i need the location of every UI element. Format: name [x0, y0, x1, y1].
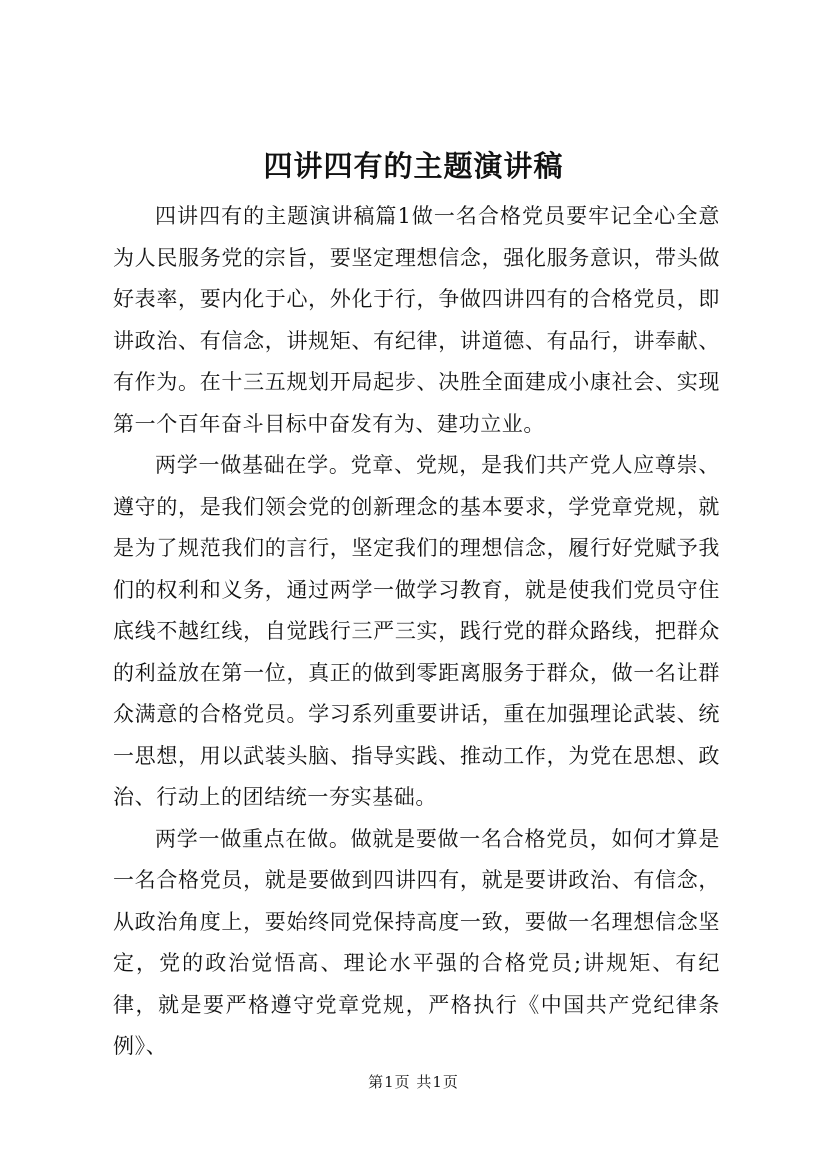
paragraph-1: 四讲四有的主题演讲稿篇1做一名合格党员要牢记全心全意为人民服务党的宗旨，要坚定理想信念，强化服务意识，带头做好表率，要内化于心，外化于行，争做四讲四有的合格党员，即讲政治、有信念，讲规矩、有纪律，讲道德、有品行，讲奉献、有作为。在十三五规划开局起步、决胜全面建成小康社会、实现第一个百年奋斗目标中奋发有为、建功立业。: [113, 204, 720, 436]
paragraph-3: 两学一做重点在做。做就是要做一名合格党员，如何才算是一名合格党员，就是要做到四讲四有，就是要讲政治、有信念，从政治角度上，要始终同党保持高度一致，要做一名理想信念坚定，党的政治觉悟高、理论水平强的合格党员;讲规矩、有纪律，就是要严格遵守党章党规，严格执行《中国共产党纪律条例》、: [113, 826, 720, 1058]
document-title: 四讲四有的主题演讲稿: [263, 149, 564, 183]
page-number-footer: 第1页 共1页: [368, 1073, 459, 1091]
document-body: [113, 196, 720, 1068]
paragraph-2: 两学一做基础在学。党章、党规，是我们共产党人应尊崇、遵守的，是我们领会党的创新理念的基本要求，学党章党规，就是为了规范我们的言行，坚定我们的理想信念，履行好党赋予我们的权利和义务，通过两学一做学习教育，就是使我们党员守住底线不越红线，自觉践行三严三实，践行党的群众路线，把群众的利益放在第一位，真正的做到零距离服务于群众，做一名让群众满意的合格党员。学习系列重要讲话，重在加强理论武装、统一思想，用以武装头脑、指导实践、推动工作，为党在思想、政治、行动上的团结统一夯实基础。: [113, 453, 720, 809]
